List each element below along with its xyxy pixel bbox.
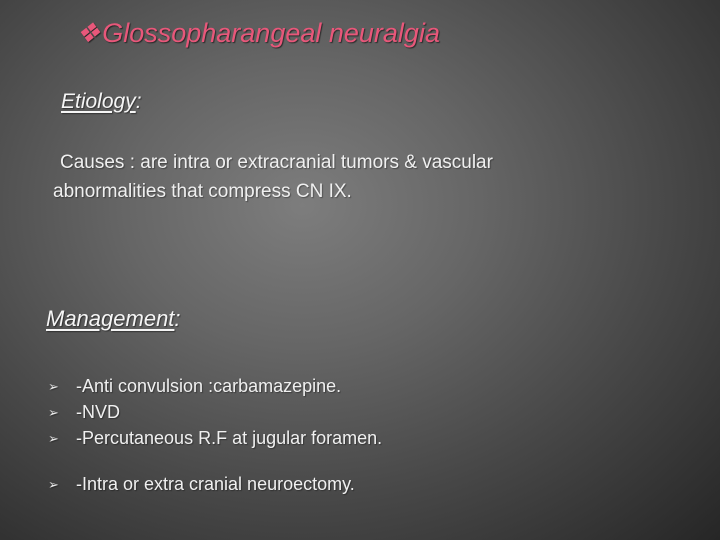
arrowhead-bullet-icon: ➢: [48, 405, 59, 421]
etiology-line-2: abnormalities that compress CN IX.: [53, 181, 352, 202]
etiology-colon: :: [135, 90, 142, 113]
management-list: [48, 373, 382, 497]
slide-title-text: Glossopharangeal neuralgia: [102, 18, 440, 48]
management-heading: [46, 306, 181, 332]
diamond-bullet-icon: ❖: [76, 18, 101, 48]
slide-title: [76, 18, 440, 49]
arrowhead-bullet-icon: ➢: [48, 431, 59, 447]
arrowhead-bullet-icon: ➢: [48, 477, 59, 493]
management-colon: :: [174, 306, 181, 331]
etiology-line-1: Causes : are intra or extracranial tumors & vascular: [60, 152, 493, 173]
list-item-text: -Intra or extra cranial neuroectomy.: [76, 474, 355, 494]
arrowhead-bullet-icon: ➢: [48, 379, 59, 395]
list-item: [48, 373, 382, 399]
etiology-heading-text: Etiology: [61, 90, 136, 113]
list-item-text: -Percutaneous R.F at jugular foramen.: [76, 428, 383, 448]
list-item: [48, 425, 382, 451]
etiology-heading: [61, 90, 142, 114]
list-item: [48, 471, 382, 497]
list-item: [48, 399, 382, 425]
management-heading-text: Management: [46, 306, 175, 331]
list-item-text: -Anti convulsion :carbamazepine.: [76, 376, 342, 396]
etiology-paragraph: [53, 148, 673, 206]
list-item-text: -NVD: [76, 402, 120, 422]
